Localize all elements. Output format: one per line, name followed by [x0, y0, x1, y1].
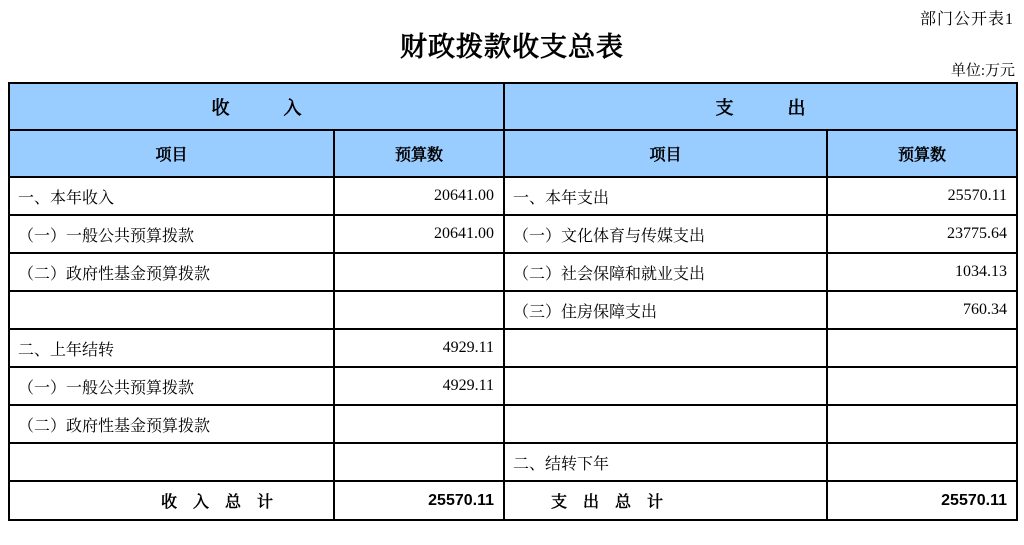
income-item-cell: （二）政府性基金预算拨款	[9, 405, 334, 443]
income-value-cell	[334, 443, 504, 481]
table-row	[9, 367, 1017, 405]
unit-note: 单位:万元	[950, 63, 1015, 79]
income-item-cell	[9, 291, 334, 329]
expenditure-value-cell: 760.34	[827, 291, 1017, 329]
expenditure-value-cell	[827, 329, 1017, 367]
income-total-label-cell: 收 入 总 计	[9, 481, 334, 520]
expenditure-item-cell: 二、结转下年	[504, 443, 827, 481]
expenditure-value-cell: 25570.11	[827, 177, 1017, 215]
corner-note: 部门公开表1	[919, 11, 1014, 28]
income-value-cell: 20641.00	[334, 177, 504, 215]
income-value-cell	[334, 253, 504, 291]
table-row	[9, 215, 1017, 253]
expenditure-item-cell: （一）文化体育与传媒支出	[504, 215, 827, 253]
table-row	[9, 291, 1017, 329]
expenditure-item-cell: （二）社会保障和就业支出	[504, 253, 827, 291]
page-title: 财政拨款收支总表	[400, 32, 624, 62]
income-budget-header: 预算数	[334, 130, 504, 177]
expenditure-item-cell: 一、本年支出	[504, 177, 827, 215]
income-item-cell: （一）一般公共预算拨款	[9, 367, 334, 405]
total-row	[9, 481, 1017, 520]
table-row	[9, 443, 1017, 481]
expenditure-value-cell: 1034.13	[827, 253, 1017, 291]
expenditure-section-header: 支 出	[504, 83, 1017, 130]
table-row	[9, 405, 1017, 443]
income-total-value-cell: 25570.11	[334, 481, 504, 520]
income-item-cell: （二）政府性基金预算拨款	[9, 253, 334, 291]
expenditure-item-cell	[504, 405, 827, 443]
income-value-cell	[334, 405, 504, 443]
expenditure-item-cell	[504, 329, 827, 367]
expenditure-item-header: 项目	[504, 130, 827, 177]
income-value-cell: 4929.11	[334, 329, 504, 367]
income-section-header: 收 入	[9, 83, 504, 130]
income-item-cell: 一、本年收入	[9, 177, 334, 215]
expenditure-budget-header: 预算数	[827, 130, 1017, 177]
table-row	[9, 177, 1017, 215]
expenditure-value-cell	[827, 367, 1017, 405]
income-value-cell: 4929.11	[334, 367, 504, 405]
expenditure-value-cell	[827, 405, 1017, 443]
section-header-row	[9, 83, 1017, 130]
table-row	[9, 253, 1017, 291]
income-value-cell: 20641.00	[334, 215, 504, 253]
budget-table	[8, 82, 1018, 521]
income-item-cell: （一）一般公共预算拨款	[9, 215, 334, 253]
expenditure-item-cell	[504, 367, 827, 405]
income-value-cell	[334, 291, 504, 329]
table-row	[9, 329, 1017, 367]
income-item-cell	[9, 443, 334, 481]
expenditure-value-cell	[827, 443, 1017, 481]
column-header-row	[9, 130, 1017, 177]
expenditure-total-label-cell: 支 出 总 计	[504, 481, 827, 520]
expenditure-item-cell: （三）住房保障支出	[504, 291, 827, 329]
income-item-cell: 二、上年结转	[9, 329, 334, 367]
expenditure-total-value-cell: 25570.11	[827, 481, 1017, 520]
expenditure-value-cell: 23775.64	[827, 215, 1017, 253]
income-item-header: 项目	[9, 130, 334, 177]
